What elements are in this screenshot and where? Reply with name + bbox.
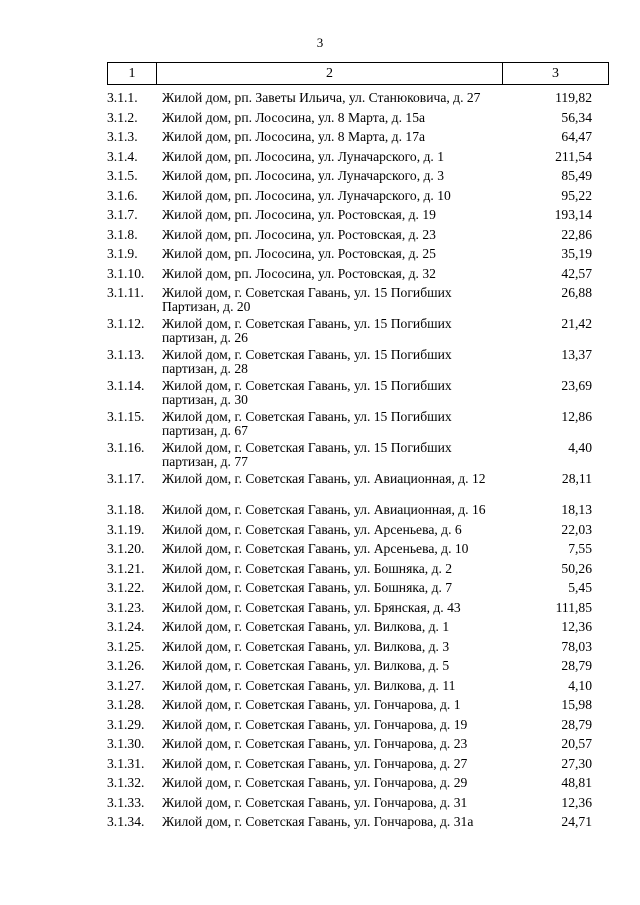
row-value: 5,45: [568, 580, 592, 595]
row-description: Жилой дом, г. Советская Гавань, ул. Авиационная, д. 12: [162, 471, 486, 486]
row-number: 3.1.26.: [107, 658, 145, 673]
row-description: Жилой дом, г. Советская Гавань, ул. 15 Погибших партизан, д. 77: [162, 440, 452, 469]
table-row: [0, 617, 640, 637]
table-row: [0, 520, 640, 540]
row-number: 3.1.19.: [107, 521, 145, 537]
row-description: Жилой дом, рп. Лососина, ул. 8 Марта, д. 17а: [162, 129, 426, 144]
row-description: Жилой дом, г. Советская Гавань, ул. Гончарова, д. 1: [162, 697, 461, 712]
row-value: 24,71: [561, 814, 592, 829]
table-row: [0, 438, 640, 469]
row-value: 56,34: [561, 109, 592, 125]
row-description: Жилой дом, рп. Лососина, ул. Ростовская, д. 32: [162, 265, 436, 281]
table-row: [0, 539, 640, 559]
table-row: [0, 812, 640, 832]
table-row: [0, 283, 640, 314]
row-number: 3.1.13.: [107, 347, 145, 362]
row-value: 20,57: [561, 736, 592, 751]
row-value: 42,57: [561, 265, 592, 281]
table-row: [0, 225, 640, 245]
row-number: 3.1.4.: [107, 148, 138, 164]
table-row: [0, 793, 640, 813]
table-row: [0, 127, 640, 147]
table-row: [0, 715, 640, 735]
row-description: Жилой дом, рп. Лососина, ул. 8 Марта, д. 15а: [162, 109, 426, 125]
row-description: Жилой дом, г. Советская Гавань, ул. Гончарова, д. 19: [162, 716, 468, 732]
table-row: [0, 637, 640, 657]
row-number: 3.1.31.: [107, 755, 145, 771]
row-value: 64,47: [561, 129, 592, 144]
table-row: [0, 264, 640, 284]
table-row: [0, 345, 640, 376]
row-description: Жилой дом, г. Советская Гавань, ул. Вилкова, д. 1: [162, 619, 450, 634]
row-value: 95,22: [561, 187, 592, 203]
row-description: Жилой дом, г. Советская Гавань, ул. Гончарова, д. 31: [162, 794, 468, 810]
row-number: 3.1.7.: [107, 207, 138, 222]
table-row: [0, 147, 640, 167]
header-row: [108, 63, 609, 85]
row-value: 15,98: [561, 697, 592, 712]
row-number: 3.1.6.: [107, 187, 138, 203]
row-number: 3.1.23.: [107, 599, 145, 615]
row-number: 3.1.29.: [107, 716, 145, 732]
row-number: 3.1.10.: [107, 265, 145, 281]
row-number: 3.1.2.: [107, 109, 138, 125]
row-description: Жилой дом, г. Советская Гавань, ул. Гончарова, д. 23: [162, 736, 468, 751]
row-value: 193,14: [554, 207, 592, 222]
row-value: 4,40: [568, 440, 592, 455]
row-description: Жилой дом, г. Советская Гавань, ул. Гончарова, д. 29: [162, 775, 468, 790]
row-value: 28,79: [561, 716, 592, 732]
row-value: 27,30: [561, 755, 592, 771]
row-value: 12,86: [561, 409, 592, 424]
table-row: [0, 186, 640, 206]
table-row: [0, 500, 640, 520]
row-value: 23,69: [561, 378, 592, 393]
row-description: Жилой дом, г. Советская Гавань, ул. Гончарова, д. 27: [162, 755, 468, 771]
table-row: [0, 244, 640, 264]
header-col-2: 2: [157, 63, 503, 85]
table-row: [0, 407, 640, 438]
row-number: 3.1.27.: [107, 677, 145, 693]
table-row: [0, 376, 640, 407]
row-number: 3.1.32.: [107, 775, 145, 790]
row-number: 3.1.8.: [107, 226, 138, 242]
row-number: 3.1.24.: [107, 619, 145, 634]
row-description: Жилой дом, г. Советская Гавань, ул. Гончарова, д. 31а: [162, 814, 474, 829]
row-value: 35,19: [561, 246, 592, 261]
row-description: Жилой дом, рп. Лососина, ул. Ростовская, д. 19: [162, 207, 436, 222]
table-row: [0, 578, 640, 598]
table-row: [0, 676, 640, 696]
row-description: Жилой дом, г. Советская Гавань, ул. Арсеньева, д. 6: [162, 521, 462, 537]
row-description: Жилой дом, г. Советская Гавань, ул. 15 Погибших партизан, д. 30: [162, 378, 452, 407]
row-number: 3.1.14.: [107, 378, 145, 393]
row-description: Жилой дом, г. Советская Гавань, ул. Вилкова, д. 3: [162, 638, 450, 654]
row-description: Жилой дом, рп. Заветы Ильича, ул. Станюковича, д. 27: [162, 90, 481, 105]
row-number: 3.1.12.: [107, 316, 145, 331]
table-row: [0, 559, 640, 579]
table-row: [0, 205, 640, 225]
row-value: 21,42: [561, 316, 592, 331]
row-description: Жилой дом, г. Советская Гавань, ул. 15 Погибших партизан, д. 28: [162, 347, 452, 376]
row-number: 3.1.20.: [107, 541, 145, 556]
row-number: 3.1.33.: [107, 794, 145, 810]
row-description: Жилой дом, г. Советская Гавань, ул. Брянская, д. 43: [162, 599, 461, 615]
row-description: Жилой дом, г. Советская Гавань, ул. Бошняка, д. 7: [162, 580, 453, 595]
header-col-1: 1: [108, 63, 157, 85]
row-value: 18,13: [561, 502, 592, 517]
row-value: 119,82: [555, 90, 592, 105]
table-row: [0, 656, 640, 676]
row-value: 111,85: [555, 599, 592, 615]
table-row: [0, 469, 640, 500]
row-description: Жилой дом, г. Советская Гавань, ул. 15 Погибших партизан, д. 26: [162, 316, 452, 345]
row-number: 3.1.17.: [107, 471, 145, 486]
row-value: 85,49: [561, 168, 592, 183]
row-description: Жилой дом, рп. Лососина, ул. Ростовская, д. 25: [162, 246, 436, 261]
row-number: 3.1.22.: [107, 580, 145, 595]
table-row: [0, 734, 640, 754]
row-value: 78,03: [561, 638, 592, 654]
table-header: [107, 62, 609, 85]
row-value: 12,36: [561, 619, 592, 634]
row-description: Жилой дом, г. Советская Гавань, ул. Арсеньева, д. 10: [162, 541, 469, 556]
table-row: [0, 695, 640, 715]
row-description: Жилой дом, г. Советская Гавань, ул. Вилкова, д. 11: [162, 677, 456, 693]
row-description: Жилой дом, рп. Лососина, ул. Луначарского, д. 3: [162, 168, 445, 183]
table-row: [0, 108, 640, 128]
row-description: Жилой дом, г. Советская Гавань, ул. Авиационная, д. 16: [162, 502, 486, 517]
table-row: [0, 754, 640, 774]
row-value: 4,10: [568, 677, 592, 693]
row-description: Жилой дом, г. Советская Гавань, ул. Вилкова, д. 5: [162, 658, 450, 673]
row-value: 26,88: [561, 285, 592, 300]
header-col-3: 3: [503, 63, 609, 85]
row-value: 7,55: [568, 541, 592, 556]
row-value: 22,03: [561, 521, 592, 537]
table-row: [0, 166, 640, 186]
row-description: Жилой дом, г. Советская Гавань, ул. Бошняка, д. 2: [162, 560, 453, 576]
page-number: 3: [316, 35, 324, 50]
row-number: 3.1.25.: [107, 638, 145, 654]
row-number: 3.1.3.: [107, 129, 138, 144]
row-number: 3.1.9.: [107, 246, 138, 261]
row-number: 3.1.11.: [107, 285, 144, 300]
row-value: 211,54: [555, 148, 592, 164]
table-body: [0, 88, 640, 832]
row-description: Жилой дом, рп. Лососина, ул. Луначарского, д. 1: [162, 148, 445, 164]
row-value: 12,36: [561, 794, 592, 810]
row-number: 3.1.30.: [107, 736, 145, 751]
row-number: 3.1.34.: [107, 814, 145, 829]
table-row: [0, 314, 640, 345]
row-number: 3.1.16.: [107, 440, 145, 455]
table-row: [0, 773, 640, 793]
row-description: Жилой дом, г. Советская Гавань, ул. 15 Погибших партизан, д. 67: [162, 409, 452, 438]
row-description: Жилой дом, г. Советская Гавань, ул. 15 Погибших Партизан, д. 20: [162, 285, 452, 314]
row-value: 28,11: [561, 471, 592, 486]
row-number: 3.1.5.: [107, 168, 138, 183]
row-value: 28,79: [561, 658, 592, 673]
row-value: 50,26: [561, 560, 592, 576]
row-value: 48,81: [561, 775, 592, 790]
row-number: 3.1.18.: [107, 502, 145, 517]
row-description: Жилой дом, рп. Лососина, ул. Ростовская, д. 23: [162, 226, 436, 242]
row-value: 22,86: [561, 226, 592, 242]
row-description: Жилой дом, рп. Лососина, ул. Луначарского, д. 10: [162, 187, 451, 203]
row-value: 13,37: [561, 347, 592, 362]
row-number: 3.1.28.: [107, 697, 145, 712]
table-row: [0, 598, 640, 618]
row-number: 3.1.15.: [107, 409, 145, 424]
row-number: 3.1.1.: [107, 90, 138, 105]
table-row: [0, 88, 640, 108]
row-number: 3.1.21.: [107, 560, 145, 576]
